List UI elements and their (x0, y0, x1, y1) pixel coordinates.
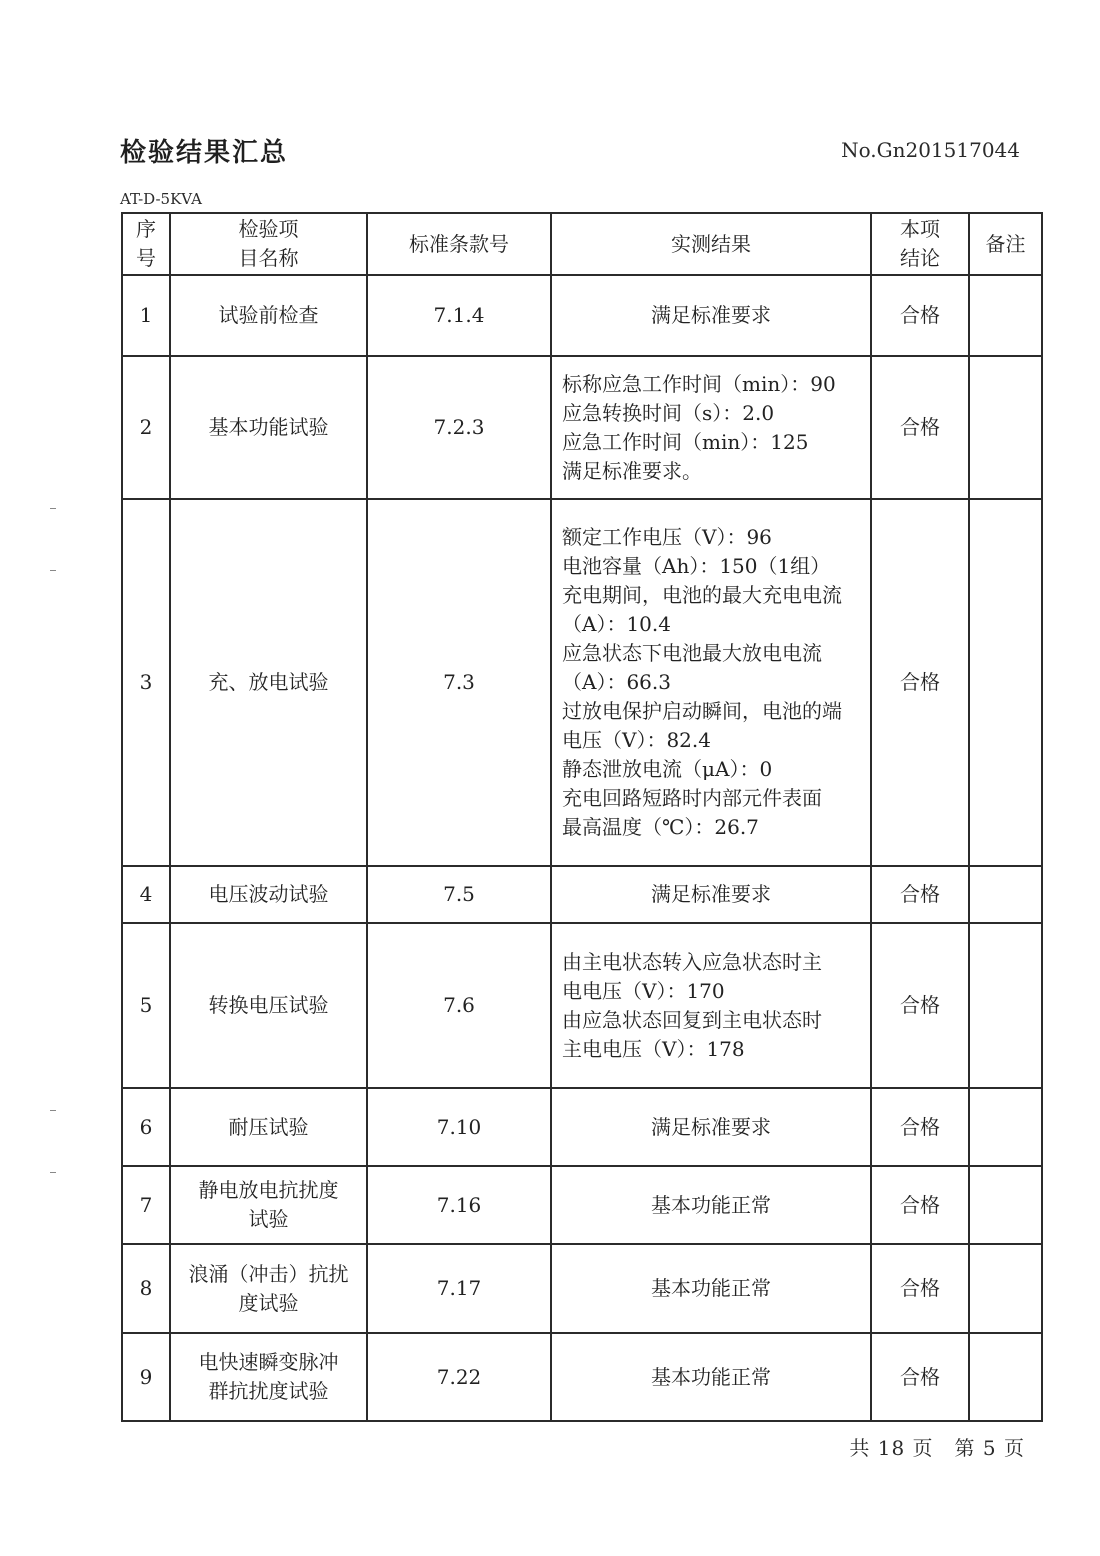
row-item-name: 耐压试验 (170, 1088, 367, 1166)
row-clause: 7.3 (367, 499, 551, 866)
row-remark (969, 923, 1042, 1088)
row-result: 由主电状态转入应急状态时主 电电压（V）：170 由应急状态回复到主电状态时 主电电压（V）：178 (551, 923, 871, 1088)
row-remark (969, 866, 1042, 923)
row-conclusion: 合格 (871, 356, 969, 499)
table-row (122, 275, 1042, 356)
row-result: 满足标准要求 (551, 275, 871, 356)
row-item-name: 转换电压试验 (170, 923, 367, 1088)
row-item-name: 充、放电试验 (170, 499, 367, 866)
row-result: 基本功能正常 (551, 1166, 871, 1244)
row-item-name: 浪涌（冲击）抗扰 度试验 (170, 1244, 367, 1333)
results-table (121, 212, 1043, 1422)
table-row (122, 1244, 1042, 1333)
row-clause: 7.17 (367, 1244, 551, 1333)
row-clause: 7.22 (367, 1333, 551, 1421)
model-number: AT-D-5KVA (120, 190, 202, 208)
row-conclusion: 合格 (871, 1166, 969, 1244)
row-no: 6 (122, 1088, 170, 1166)
row-no: 8 (122, 1244, 170, 1333)
row-clause: 7.10 (367, 1088, 551, 1166)
row-remark (969, 356, 1042, 499)
row-item-name: 试验前检查 (170, 275, 367, 356)
row-conclusion: 合格 (871, 1244, 969, 1333)
row-result: 基本功能正常 (551, 1333, 871, 1421)
table-row (122, 866, 1042, 923)
row-no: 9 (122, 1333, 170, 1421)
column-header-item-name: 检验项 目名称 (170, 213, 367, 275)
row-no: 4 (122, 866, 170, 923)
column-header-conclusion: 本项 结论 (871, 213, 969, 275)
row-clause: 7.5 (367, 866, 551, 923)
table-row (122, 1333, 1042, 1421)
row-no: 5 (122, 923, 170, 1088)
row-no: 3 (122, 499, 170, 866)
binding-mark (50, 570, 56, 571)
row-remark (969, 1244, 1042, 1333)
row-item-name: 电压波动试验 (170, 866, 367, 923)
binding-mark (50, 1172, 56, 1173)
row-remark (969, 1166, 1042, 1244)
table-row (122, 356, 1042, 499)
row-no: 1 (122, 275, 170, 356)
row-conclusion: 合格 (871, 866, 969, 923)
row-conclusion: 合格 (871, 1333, 969, 1421)
binding-mark (50, 1110, 56, 1111)
report-number: No.Gn201517044 (841, 138, 1020, 162)
row-no: 2 (122, 356, 170, 499)
column-header-result: 实测结果 (551, 213, 871, 275)
row-conclusion: 合格 (871, 499, 969, 866)
table-row (122, 1166, 1042, 1244)
row-remark (969, 275, 1042, 356)
table-row (122, 923, 1042, 1088)
page-number-footer: 共 18 页 第 5 页 (849, 1436, 1025, 1460)
column-header-no: 序 号 (122, 213, 170, 275)
row-remark (969, 499, 1042, 866)
row-item-name: 静电放电抗扰度 试验 (170, 1166, 367, 1244)
row-clause: 7.1.4 (367, 275, 551, 356)
column-header-clause: 标准条款号 (367, 213, 551, 275)
row-result: 基本功能正常 (551, 1244, 871, 1333)
row-conclusion: 合格 (871, 275, 969, 356)
row-item-name: 电快速瞬变脉冲 群抗扰度试验 (170, 1333, 367, 1421)
binding-mark (50, 508, 56, 509)
row-remark (969, 1333, 1042, 1421)
table-row (122, 1088, 1042, 1166)
row-result: 额定工作电压（V）：96 电池容量（Ah）：150（1组） 充电期间，电池的最大充电电流 （A）：10.4 应急状态下电池最大放电电流 （A）：66.3 过放电保护启动瞬间，电池的端 电压（V）：82.4 静态泄放电流（μA）：0 充电回路短路时内部元件表面 最高温度（℃）：26.7 (551, 499, 871, 866)
table-header-row (122, 213, 1042, 275)
table-row (122, 499, 1042, 866)
row-clause: 7.6 (367, 923, 551, 1088)
row-clause: 7.2.3 (367, 356, 551, 499)
row-no: 7 (122, 1166, 170, 1244)
row-result: 满足标准要求 (551, 866, 871, 923)
row-remark (969, 1088, 1042, 1166)
page-title: 检验结果汇总 (120, 138, 289, 168)
row-item-name: 基本功能试验 (170, 356, 367, 499)
column-header-remark: 备注 (969, 213, 1042, 275)
row-conclusion: 合格 (871, 1088, 969, 1166)
row-result: 标称应急工作时间（min）：90 应急转换时间（s）：2.0 应急工作时间（min）：125 满足标准要求。 (551, 356, 871, 499)
row-result: 满足标准要求 (551, 1088, 871, 1166)
row-clause: 7.16 (367, 1166, 551, 1244)
row-conclusion: 合格 (871, 923, 969, 1088)
